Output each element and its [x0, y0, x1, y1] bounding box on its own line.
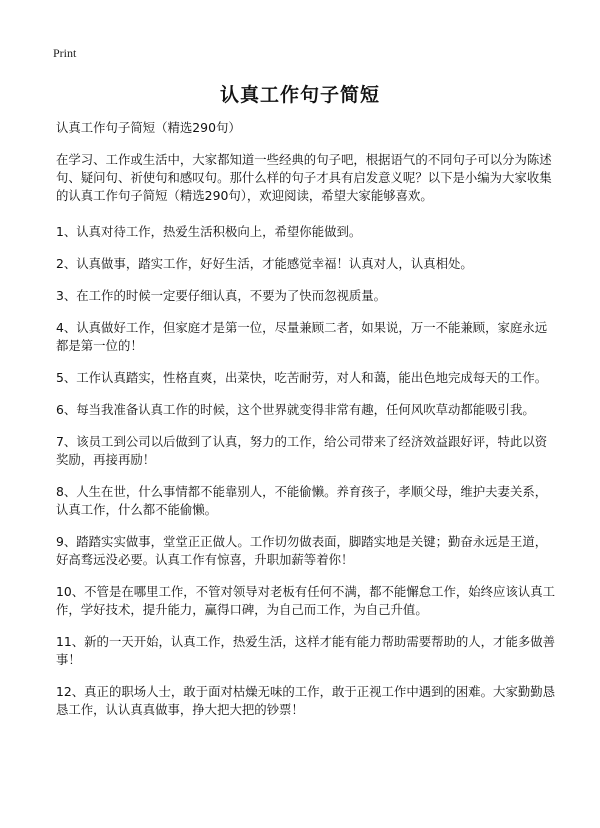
- list-item: 10、不管是在哪里工作，不管对领导对老板有任何不满，都不能懈怠工作，始终应该认真工作，学好技术，提升能力，赢得口碑，为自己而工作，为自己升值。: [56, 584, 556, 617]
- list-item: 6、每当我准备认真工作的时候，这个世界就变得非常有趣，任何风吹草动都能吸引我。: [56, 402, 535, 417]
- page-title: 认真工作句子简短: [219, 84, 380, 106]
- print-link[interactable]: Print: [53, 46, 77, 60]
- list-item: 11、新的一天开始，认真工作，热爱生活，这样才能有能力帮助需要帮助的人，才能多做善事！: [56, 634, 556, 667]
- list-item: 7、该员工到公司以后做到了认真，努力的工作，给公司带来了经济效益跟好评，特此以资奖励，再接再励！: [56, 434, 548, 467]
- list-item: 9、踏踏实实做事，堂堂正正做人。工作切勿做表面，脚踏实地是关键；勤奋永远是王道，好高骛远没必要。认真工作有惊喜，升职加薪等着你！: [56, 534, 548, 567]
- list-item: 8、人生在世，什么事情都不能靠别人，不能偷懒。养育孩子，孝顺父母，维护夫妻关系，认真工作，什么都不能偷懒。: [56, 484, 548, 517]
- article-subtitle: 认真工作句子简短（精选290句）: [56, 120, 241, 135]
- list-item: 5、工作认真踏实，性格直爽，出菜快，吃苦耐劳，对人和蔼，能出色地完成每天的工作。: [56, 370, 548, 385]
- list-item: 12、真正的职场人士，敢于面对枯燥无味的工作，敢于正视工作中遇到的困难。大家勤勤恳恳工作，认认真真做事，挣大把大把的钞票！: [56, 684, 556, 717]
- article-body: [56, 119, 556, 733]
- intro-paragraph: 在学习、工作或生活中，大家都知道一些经典的句子吧，根据语气的不同句子可以分为陈述句、疑问句、祈使句和感叹句。那什么样的句子才具有启发意义呢？以下是小编为大家收集的认真工作句子简短（精选290句），欢迎阅读，希望大家能够喜欢。: [56, 152, 552, 203]
- list-item: 1、认真对待工作，热爱生活积极向上，希望你能做到。: [56, 224, 362, 239]
- list-item: 4、认真做好工作，但家庭才是第一位，尽量兼顾二者，如果说，万一不能兼顾，家庭永远都是第一位的！: [56, 320, 548, 353]
- list-item: 2、认真做事，踏实工作，好好生活，才能感觉幸福！认真对人，认真相处。: [56, 256, 473, 271]
- list-item: 3、在工作的时候一定要仔细认真，不要为了快而忽视质量。: [56, 288, 387, 303]
